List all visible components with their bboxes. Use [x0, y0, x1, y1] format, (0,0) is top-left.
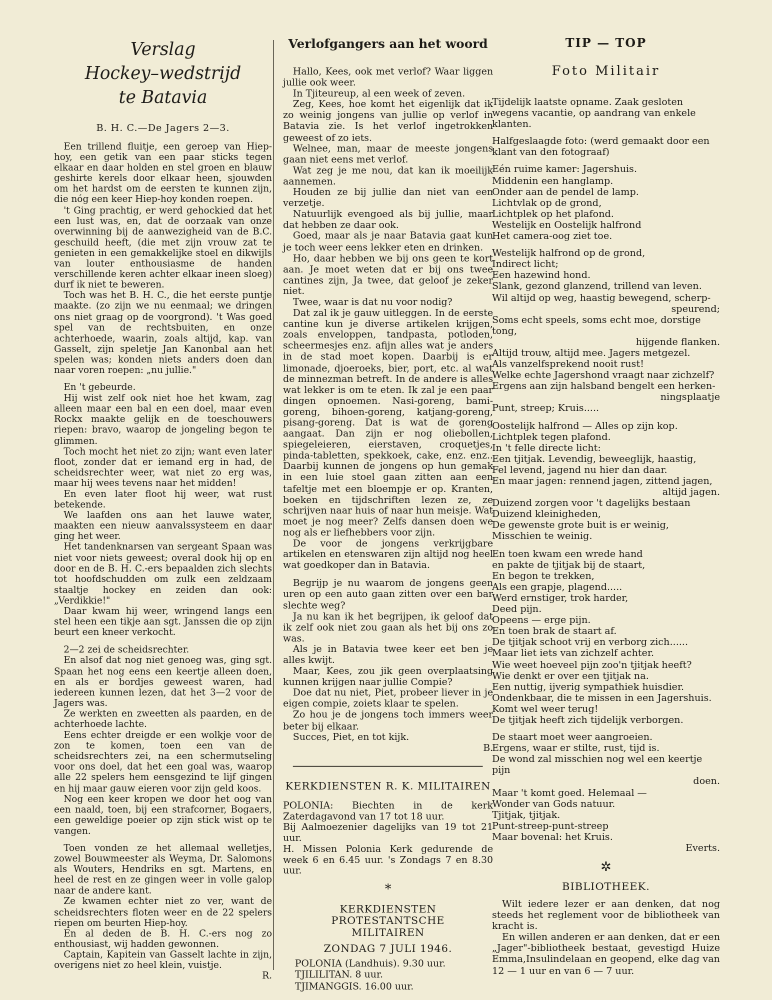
poem-line: Wie denkt er over een tjitjak na.: [492, 670, 649, 682]
hockey-paragraph: Toch mocht het niet zo zijn; want even later floot, zonder dat er iemand erg in had, de scheidsrechter weer, wat niet zo erg was, maar hij wees tevens naar het midden!: [54, 446, 273, 490]
poem-line: Soms echt speels, soms echt moe, dorstige tong,: [492, 314, 701, 337]
verlofgangers-signature: B.: [483, 742, 494, 754]
rk-services-list: [283, 800, 493, 877]
bibliotheek-paragraph: En willen anderen er aan denken, dat er een „Jager"-bibliotheek bestaat, gevestigd Huize Emma,Insulindelaan en geopend, elke dag van 12 — 1 uur en van 6 — 7 uur.: [492, 932, 720, 977]
foto-intro: Tijdelijk laatste opname. Zaak gesloten wegens vacantie, op aandrang van enkele klanten.: [492, 97, 696, 131]
poem-line: Eén ruime kamer: Jagershuis.: [492, 164, 638, 176]
poem-signature: Everts.: [685, 843, 720, 854]
poem-line: Maar liet iets van zichzelf achter.: [492, 648, 655, 660]
hockey-paragraph: En even later floot hij weer, wat rust betekende.: [54, 489, 273, 511]
poem-line: Opeens — erge pijn.: [492, 615, 591, 627]
hockey-paragraph: We laafden ons aan het lauwe water, maakten een nieuw aanvalssysteem en daar ging het weer.: [54, 510, 273, 543]
separator-star: *: [384, 882, 392, 898]
poem-line: Ondenkbaar, die te missen in een Jagershuis.: [492, 692, 712, 704]
poem-line: Punt, streep; Kruis.....: [492, 403, 600, 415]
poem-line: ningsplaatje: [660, 392, 720, 404]
poem-line: doen.: [693, 776, 720, 788]
poem-line: Duizend kleinigheden,: [492, 509, 601, 521]
poem-line: Lichtplek op het plafond.: [492, 208, 614, 220]
column-foto-militair: [492, 36, 720, 977]
verlofgangers-paragraph: Twee, waar is dat nu voor nodig?: [292, 297, 453, 308]
poem-line: Ergens, waar er stilte, rust, tijd is.: [492, 743, 660, 755]
separator-star-2: ✲: [600, 860, 612, 875]
poem-line: Fel levend, jagend nu hier dan daar.: [492, 464, 668, 476]
poem-line: En begon te trekken,: [492, 570, 595, 582]
column-divider: [273, 40, 274, 970]
column-verlofgangers: [283, 36, 493, 992]
poem-line: Als vanzelfsprekend nooit rust!: [492, 359, 644, 371]
poem-line: altijd jagen.: [662, 487, 720, 499]
poem-line: Een tjitjak. Levendig, beweeglijk, haastig,: [492, 453, 697, 465]
hockey-paragraph: Hij wist zelf ook niet hoe het kwam, zag alleen maar een bal en een doel, maar even Rockx maakte gelijk en de toeschouwers riepen: bravo, waarop de jongeling begon te glimmen.: [54, 393, 273, 447]
verlofgangers-paragraph: Zo hou je de jongens toch immers weer beter bij elkaar.: [283, 709, 494, 732]
poem-line: Maar 't komt goed. Helemaal —: [492, 787, 647, 799]
hockey-paragraph: En al deden de B. H. C.-ers nog zo enthousiast, wij hadden gewonnen.: [54, 928, 273, 950]
poem-line: Onder aan de pendel de lamp.: [492, 186, 639, 198]
hockey-paragraph: Ze werkten en zweetten als paarden, en de achterhoede lachte.: [54, 708, 273, 731]
poem-line: Altijd trouw, altijd mee. Jagers metgezel.: [492, 347, 691, 359]
poem-line: Slank, gezond glanzend, trillend van leven.: [492, 281, 702, 293]
poem-line: Middenin een hanglamp.: [492, 175, 614, 187]
hockey-paragraph: En 't gebeurde.: [63, 382, 136, 394]
poem-line: Tjitjak, tjitjak.: [492, 809, 561, 821]
protestant-services-date: ZONDAG 7 JULI 1946.: [323, 943, 453, 956]
verlofgangers-paragraph: Ja nu kan ik het begrijpen, ik geloof dat ik zelf ook niet zou gaan als het bij ons zo was.: [283, 611, 494, 645]
rk-service-line: POLONIA: Biechten in de kerk Zaterdagavond van 17 tot 18 uur.: [283, 800, 494, 823]
bibliotheek-body: [492, 899, 720, 977]
rk-services-title: KERKDIENSTEN R. K. MILITAIREN: [285, 780, 491, 793]
verlofgangers-paragraph: Als je in Batavia twee keer eet ben je alles kwijt.: [283, 644, 494, 666]
protestant-service-line: TJIMANGGIS. 16.00 uur.: [294, 981, 414, 992]
verlofgangers-paragraph: Wat zeg je me nou, dat kan ik moeilijk aannemen.: [283, 165, 494, 188]
hockey-paragraph: En alsof dat nog niet genoeg was, ging sgt. Spaan het nog eens een keertje alleen doen, en als er bordjes geweest waren, had iedereen kunnen lezen, dat het 3—2 voor de Jagers was.: [54, 655, 273, 709]
hockey-paragraph: Toch was het B. H. C., die het eerste puntje maakte. (zo zijn we nu eenmaal; we dringen ons niet graag op de voorgrond). 't Was goed spel van de rechtsbuiten, en onze achterhoede, waarin, zoals altijd, kap. van Gasselt, zijn speletje Jan Kanonbal aan het spelen was; konden niets anders doen dan naar voren roepen: „nu jullie.": [54, 290, 273, 376]
poem-line: In 't felle directe licht:: [492, 442, 601, 454]
column-hockey-report: [54, 36, 272, 982]
poem-line: Als een grapje, plagend.....: [492, 581, 623, 593]
poem-line: Lichtplek tegen plafond.: [492, 431, 611, 443]
poem-line: Een hazewind hond.: [492, 270, 591, 282]
poem-line: en pakte de tjitjak bij de staart,: [492, 559, 646, 571]
tiptop-title: TIP — TOP: [565, 36, 647, 50]
poem-line: Wonder van Gods natuur.: [492, 798, 616, 810]
verlofgangers-title: Verlofgangers aan het woord: [288, 36, 488, 51]
hockey-paragraph: 2—2 zei de scheidsrechter.: [63, 644, 190, 656]
poem-line: Het camera-oog ziet toe.: [492, 231, 613, 243]
poem-line: En maar jagen: rennend jagen, zittend jagen,: [492, 476, 713, 487]
poem-line: En toen brak de staart af.: [492, 626, 617, 638]
verlofgangers-paragraph: Dat zal ik je gauw uitleggen. In de eerste cantine kun je diverse artikelen krijgen, zoals enveloppen, tandpasta, potloden, scheermesjes enz. afijn alles wat je anders in de stad moet kopen. Daarbij is er limonade, djoeroeks, bier, port, etc. al wat de minnezman betreft. In de andere is alles wat lekker is om te eten. Ik zal je een paar dingen opnoemen. Nasi-goreng, bami-goreng, bihoen-goreng, katjang-goreng, pisang-goreng. Dat is wat de goreng aangaat. Dan zijn er nog oliebollen, spiegeleieren, eierstaven, croquetjes, pinda-tabletten, spekkoek, cake, enz. enz.. Daarbij kunnen de jongens op hun gemak in een luie stoel gaan zitten aan een tafeltje met een bloempje er op. Kranten, boeken en tijdschriften lezen ze, ze schrijven naar huis of naar hun meisje. Wat moet je nog meer? Zelfs dansen doen we nog als er liefhebbers voor zijn.: [283, 308, 494, 539]
hockey-paragraph: Eens echter dreigde er een wolkje voor de zon te komen, toen een van de scheidsrechters zei, na een schermutseling voor ons doel, dat het een goal was, waarop alle 22 spelers hem eensgezind te lijf gingen en hij maar gauw eieren voor zijn geld koos.: [54, 730, 273, 794]
poem-line: Oostelijk halfrond — Alles op zijn kop.: [492, 420, 678, 432]
verlofgangers-paragraph: Houden ze bij jullie dan niet van een verzetje.: [283, 187, 494, 210]
poem-line: Een nuttig, ijverig sympathiek huisdier.: [492, 681, 685, 693]
rk-service-line: H. Missen Polonia Kerk gedurende de week 6 en 6.45 uur. 's Zondags 7 en 8.30 uur.: [283, 844, 494, 877]
poem-line: Deed pijn.: [492, 604, 542, 616]
poem-line: Komt wel weer terug!: [492, 703, 599, 715]
verlofgangers-paragraph: Natuurlijk evengoed als bij jullie, maar dat hebben ze daar ook.: [283, 209, 494, 232]
hockey-paragraph: Captain, Kapitein van Gasselt lachte in zijn, overigens niet zo heel klein, vuistje.: [54, 949, 273, 972]
hockey-title: Verslag Hockey–wedstrijd te Batavia: [84, 39, 242, 108]
rk-service-line: Bij Aalmoezenier dagelijks van 19 tot 21 uur.: [283, 822, 494, 845]
bibliotheek-title: BIBLIOTHEEK.: [562, 881, 650, 893]
poem-line: Punt-streep-punt-streep: [492, 820, 609, 832]
poem-line: De wond zal misschien nog wel een keertje pijn: [492, 754, 703, 777]
poem-line: Maar bovenal: het Kruis.: [492, 831, 613, 843]
verlofgangers-paragraph: Welnee, man, maar de meeste jongens gaan niet eens met verlof.: [283, 143, 494, 166]
verlofgangers-paragraph: Begrijp je nu waarom de jongens geen uren op een auto gaan zitten over een bar slechte weg?: [283, 578, 494, 612]
verlofgangers-paragraph: De voor de jongens verkrijgbare artikelen en etenswaren zijn altijd nog heel wat goedkoper dan in Batavia.: [283, 538, 494, 572]
poem-line: De staart moet weer aangroeien.: [492, 732, 653, 744]
poem-line: speurend;: [671, 303, 720, 315]
verlofgangers-paragraph: In Tjiteureup, al een week of zeven.: [292, 88, 466, 100]
hockey-signature: R.: [262, 971, 273, 982]
hockey-paragraph: Een trillend fluitje, een geroep van Hiep-hoy, een getik van een paar sticks tegen elkaar en daar holden en stel groen en blauw geshirte kerels door elkaar heen, sjouwden om het hardst om de eersten te kunnen zijn, die nóg een keer Hiep-hoy konden roepen.: [54, 141, 273, 206]
hockey-paragraph: Toen vonden ze het allemaal welletjes, zowel Bouwmeester als Weyma, Dr. Salomons als Wouters, Hendriks en sgt. Martens, en heel de rest en ze gingen weer in volle galop naar de andere kant.: [54, 843, 273, 897]
poem-line: Westelijk en Oostelijk halfrond: [492, 219, 642, 231]
poem-line: Werd ernstiger, trok harder,: [492, 592, 629, 604]
poem-line: En toen kwam een wrede hand: [492, 548, 643, 560]
protestant-service-line: POLONIA (Landhuis). 9.30 uur.: [294, 959, 446, 970]
poem-line: De gewenste grote buit is er weinig,: [492, 520, 669, 532]
verlofgangers-paragraph: Ho, daar hebben we bij ons geen te kort aan. Je moet weten dat er bij ons twee cantines zijn, Ja twee, dat geloof je zeker niet.: [283, 253, 494, 297]
foto-poem: [492, 164, 720, 843]
protestant-service-line: TJILILITAN. 8 uur.: [294, 970, 384, 981]
verlofgangers-paragraph: Hallo, Kees, ook met verlof? Waar liggen jullie ook weer.: [283, 66, 494, 89]
hockey-paragraph: Het tandenknarsen van sergeant Spaan was niet voor niets geweest; overal dook hij op en door en de B. H. C.-ers bepaalden zich slechts tot hoofdschudden om zulk een zeldzaam staaltje hockey en zeiden dan ook: „Verdikkie!": [54, 542, 273, 607]
verlofgangers-paragraph: Doe dat nu niet, Piet, probeer liever in je eigen compie, zoiets klaar te spelen.: [283, 687, 494, 710]
poem-line: hijgende flanken.: [635, 336, 720, 348]
verlofgangers-body: [283, 67, 493, 743]
poem-line: Westelijk halfrond op de grond,: [492, 248, 646, 260]
poem-line: Lichtvlak op de grond,: [492, 197, 602, 209]
verlofgangers-paragraph: Maar, Kees, zou jik geen overplaatsing kunnen krijgen naar jullie Compie?: [283, 666, 494, 688]
section-rule: [293, 766, 483, 767]
poem-line: Duizend zorgen voor 't dagelijks bestaan: [492, 498, 691, 510]
poem-line: Wil altijd op weg, haastig bewegend, scherp-: [492, 292, 711, 304]
poem-line: Wie weet hoeveel pijn zoo'n tjitjak heeft?: [492, 659, 692, 671]
bibliotheek-paragraph: Wilt iedere lezer er aan denken, dat nog steeds het reglement voor de bibliotheek van kracht is.: [492, 899, 720, 933]
foto-subtitle: Halfgeslaagde foto: (werd gemaakt door een klant van den fotograaf): [492, 136, 710, 159]
verlofgangers-paragraph: Succes, Piet, en tot kijk.: [292, 731, 410, 743]
verlofgangers-paragraph: Goed, maar als je naar Batavia gaat kun je toch weer eens lekker eten en drinken.: [283, 231, 494, 254]
poem-line: Ergens aan zijn halsband bengelt een herken-: [492, 381, 716, 393]
verlofgangers-paragraph: Zeg, Kees, hoe komt het eigenlijk dat ik zo weinig jongens van jullie op verlof in Batavia zie. Is het verlof ingetrokken geweest of zo iets.: [283, 99, 494, 144]
protestant-services-title: KERKDIENSTEN PROTESTANTSCHE MILITAIREN: [331, 903, 445, 940]
hockey-report-body: [54, 142, 272, 972]
protestant-services-list: [283, 959, 493, 992]
hockey-paragraph: Nog een keer kropen we door het oog van een naald, toen, bij een strafcorner, Bogaers, een geweldige poeier op zijn stick wist op te vangen.: [54, 794, 273, 837]
foto-militair-title: Foto Militair: [551, 64, 661, 79]
poem-line: Indirect licht;: [492, 259, 559, 271]
hockey-paragraph: Ze kwamen echter niet zo ver, want de scheidsrechters floten weer en de 22 spelers riepen om beurten Hiep-hoy.: [54, 896, 273, 929]
poem-line: Welke echte Jagershond vraagt naar zichzelf?: [492, 370, 715, 382]
poem-line: De tjitjak heeft zich tijdelijk verborgen.: [492, 714, 684, 726]
match-score: B. H. C.—De Jagers 2—3.: [96, 123, 230, 134]
poem-line: De tjitjak schoot vrij en verborg zich......: [492, 637, 689, 649]
hockey-paragraph: Daar kwam hij weer, wringend langs een stel heen een tikje aan sgt. Janssen die op zijn beurt een kneer verkocht.: [54, 606, 273, 639]
hockey-paragraph: 't Ging prachtig, er werd gehockied dat het een lust was, en, dat de oorzaak van onze overwinning bij de aanwezigheid van de B.C. geschuild heeft, (die met zijn vrouw zat te genieten in een gemakkelijke stoel en dikwijls van louter enthousiasme de handen verschillende keren achter elkaar ineen sloeg) durf ik niet te beweren.: [54, 205, 273, 291]
poem-line: Misschien te weinig.: [492, 531, 593, 543]
